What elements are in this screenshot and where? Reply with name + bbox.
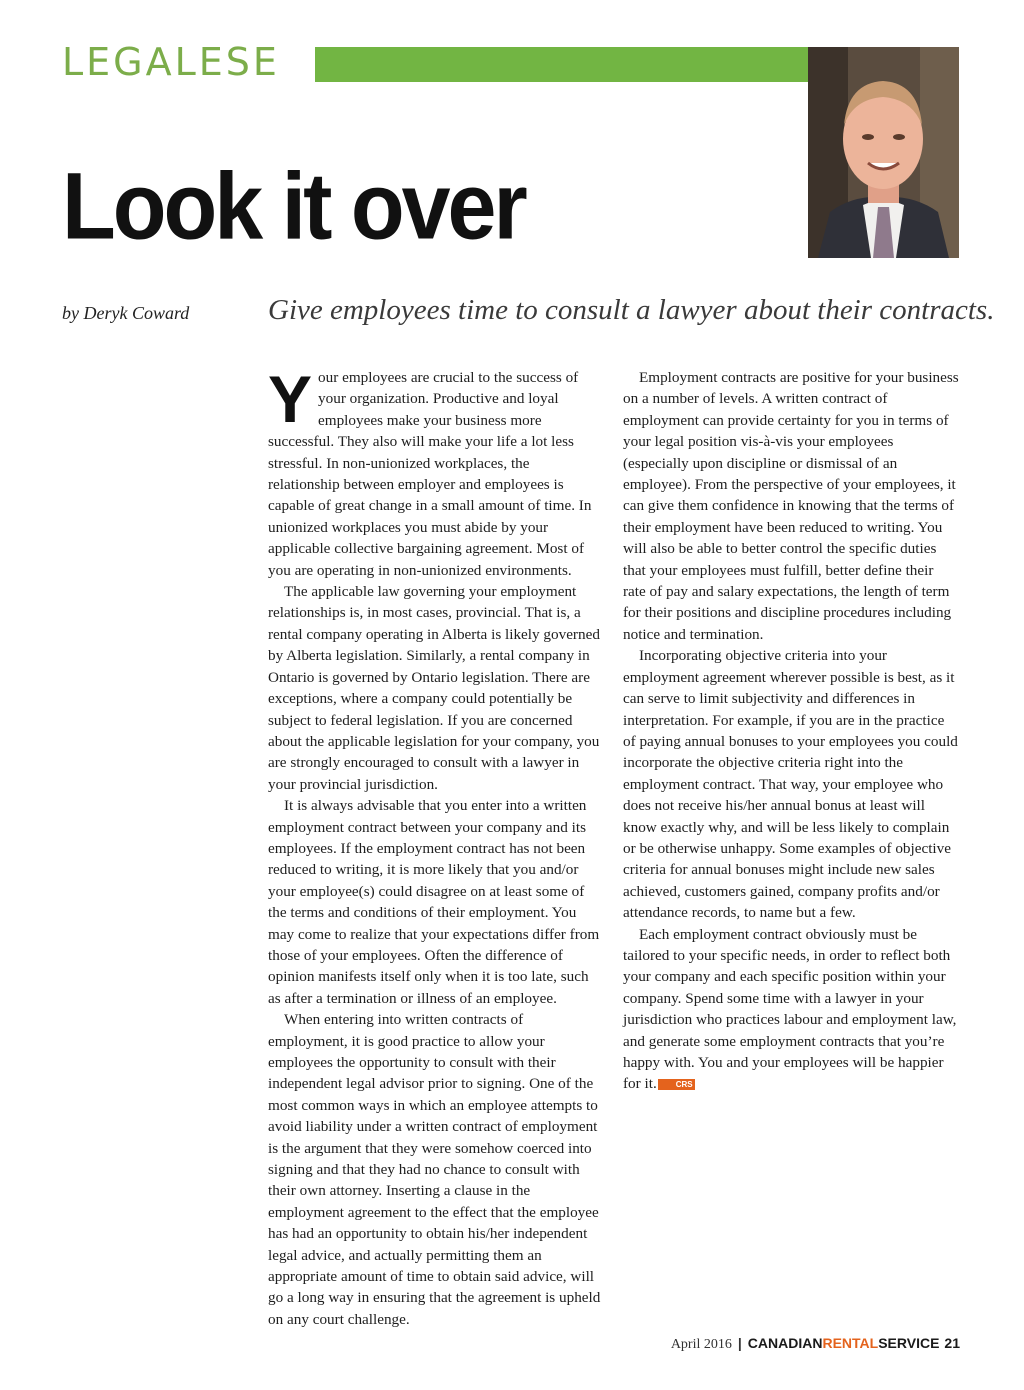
publication-name-part: CANADIAN <box>747 1335 823 1351</box>
paragraph-text: our employees are crucial to the success of your organization. Productive and loyal employees make your business more successful. They also will make your life a lot less stressful. In non-unionized workplaces, the relationship between employer and employees is capable of great change in a small amount of time. In unionized workplaces you must abide by your applicable collective bargaining agreement. Most of you are operating in non-unionized environments. <box>268 369 592 579</box>
article-paragraph: Incorporating objective criteria into your employment agreement wherever possible is best, as it can serve to limit subjectivity and differences in interpretation. For example, if you are in the practice of paying annual bonuses to your employees you could incorporate the objective criteria right into the employment contract. That way, your employee who does not receive his/her annual bonus at least will know exactly why, and will be less likely to complain or be otherwise unhappy. Some examples of objective criteria for annual bonuses might include new sales achieved, customers gained, company profits and/or attendance records, to name but a few. <box>623 647 958 922</box>
article-paragraph: It is always advisable that you enter into a written employment contract between your company and its employees. If the employment contract has not been reduced to writing, it is more likely that you and/or your employee(s) could disagree on at least some of the terms and conditions of their employment. You may come to realize that your expectations differ from those of your employees. Often the difference of opinion manifests itself only when it is too late, such as after a termination or illness of an employee. <box>268 797 600 1007</box>
article-paragraph <box>268 362 604 581</box>
paragraph-text: Each employment contract obviously must be tailored to your specific needs, in order to reflect both your company and each specific position within your company. Spend some time with a lawyer in your jurisdiction who practices labour and employment law, and generate some employment contracts that you’re happy with. You and your employees will be happier for it. <box>623 925 957 1093</box>
article-paragraph: The applicable law governing your employment relationships is, in most cases, provincial. That is, a rental company operating in Alberta is likely governed by Alberta legislation. Similarly, a rental company in Ontario is governed by Ontario legislation. There are exceptions, where a company could potentially be subject to federal legislation. If you are concerned about the applicable legislation for your company, you are strongly encouraged to consult with a lawyer in your provincial jurisdiction. <box>268 583 600 793</box>
byline: by Deryk Coward <box>62 303 190 323</box>
article-paragraph: When entering into written contracts of employment, it is good practice to allow your employees the opportunity to consult with their independent legal advisor prior to signing. One of the most common ways in which an employee attempts to avoid liability under a written contract of employment is the argument that they were somehow coerced into signing and that they had no chance to consult with their own attorney. Inserting a clause in the employment agreement to the effect that the employee has had an opportunity to obtain his/her independent legal advice, and actually permitting them an appropriate amount of time to obtain said advice, will go a long way in ensuring that the agreement is upheld on any court challenge. <box>268 1011 601 1328</box>
publication-name-part: RENTAL <box>822 1335 879 1351</box>
page-number: 21 <box>944 1335 960 1351</box>
section-label: LEGALESE <box>62 40 280 84</box>
headline: Look it over <box>62 152 525 260</box>
deck: Give employees time to consult a lawyer about their contracts. <box>268 294 995 326</box>
footer-date: April 2016 <box>670 1337 732 1352</box>
article-column-left <box>268 362 604 1330</box>
publication-name-part: SERVICE <box>878 1335 940 1351</box>
end-of-article-icon: CRS <box>658 1079 695 1090</box>
drop-cap: Y <box>268 362 313 436</box>
article-paragraph: Employment contracts are positive for your business on a number of levels. A written contract of employment can provide certainty for you in terms of your legal position vis-à-vis your employees (especially upon discipline or dismissal of an employee). From the perspective of your employees, it can give them confidence in knowing that the terms of their employment have been reduced to writing. You will also be able to better control the specific duties that your employees must fulfill, better define their rate of pay and salary expectations, the length of term for their positions and discipline procedures including notice and termination. <box>623 369 959 643</box>
footer-separator: | <box>737 1335 742 1351</box>
article-column-right <box>623 367 959 1095</box>
article-paragraph <box>623 924 959 1095</box>
author-photo <box>808 47 959 258</box>
page-footer <box>671 1335 960 1353</box>
section-accent-bar <box>315 47 810 82</box>
